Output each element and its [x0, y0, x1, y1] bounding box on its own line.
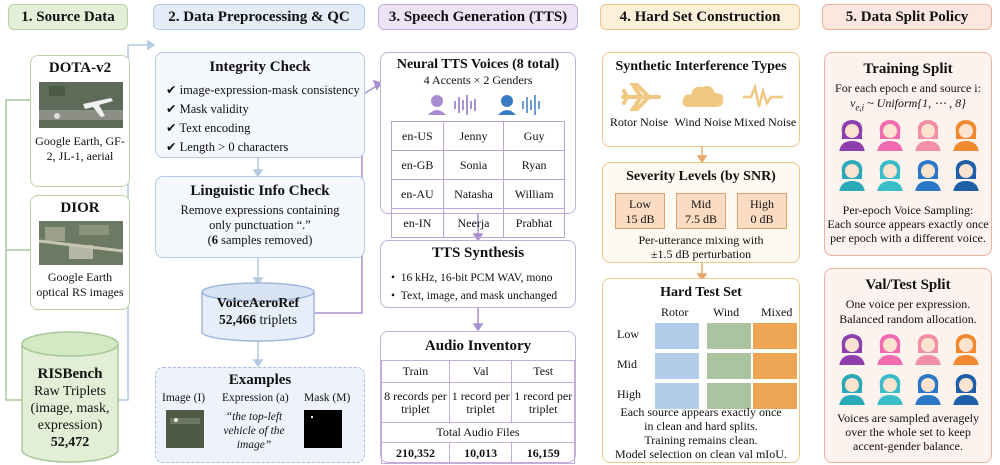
hard-col-rotor: Rotor [661, 305, 689, 319]
person-icon [875, 371, 903, 405]
hard-test-card [602, 278, 800, 463]
person-icon [913, 331, 941, 365]
person-icon [837, 157, 865, 191]
person-icon [951, 117, 979, 151]
airplane-icon [621, 83, 661, 111]
example-image-thumb [166, 410, 204, 448]
example-expr-label: Expression (a) [222, 392, 289, 404]
linguistic-title: Linguistic Info Check [190, 183, 330, 199]
integrity-check-card [155, 52, 365, 158]
voiceaeroref-title: VoiceAeroRef [216, 296, 300, 311]
voice-table [391, 121, 565, 238]
check-icon: ✔ [166, 83, 177, 97]
linguistic-line1: Remove expressions containing [180, 203, 340, 217]
tts-voices-card [380, 52, 576, 230]
severity-card [602, 162, 800, 263]
hard-row-mid: Mid [617, 357, 638, 371]
valtest-line1: One voice per expression. [845, 297, 971, 311]
person-icon [951, 371, 979, 405]
hard-cell [707, 353, 751, 379]
risbench-line2: (image, mask, [30, 401, 110, 416]
hard-cell [753, 323, 797, 349]
soundwave-icon [523, 95, 539, 115]
linguistic-removed: (6 samples removed) [207, 233, 313, 247]
dior-card [30, 195, 130, 310]
hard-row-high: High [617, 387, 641, 401]
audio-inventory-card [380, 331, 576, 463]
risbench-count: 52,472 [50, 435, 90, 450]
hard-col-wind: Wind [713, 305, 740, 319]
dior-title: DIOR [60, 200, 100, 216]
check-icon: ✔ [166, 121, 177, 135]
mixed-noise-label: Mixed Noise [733, 115, 797, 129]
training-note: Per-epoch Voice Sampling: Each source appears exactly once per epoch with a different voice. [827, 203, 989, 245]
voice-row: en-GB Sonia Ryan [392, 151, 565, 180]
tts-synthesis-card [380, 240, 576, 308]
female-voice-icon [428, 95, 446, 115]
training-line1: For each epoch e and source i: [835, 81, 981, 95]
severity-title: Severity Levels (by SNR) [626, 169, 776, 184]
noise-wave-icon [743, 83, 783, 111]
header-source-data: 1. Source Data [8, 4, 128, 30]
person-icon [913, 117, 941, 151]
interference-title: Synthetic Interference Types [615, 59, 787, 74]
header-hard-set: 4. Hard Set Construction [600, 4, 800, 30]
person-icon [913, 371, 941, 405]
valtest-title: Val/Test Split [865, 277, 951, 293]
person-icon [951, 331, 979, 365]
example-image-label: Image (I) [162, 392, 206, 404]
voiceaeroref-count: 52,466 triplets [219, 312, 297, 327]
valtest-note: Voices are sampled averagely over the whole set to keep accent-gender balance. [836, 411, 980, 453]
integrity-item: ✔ Text encoding [166, 121, 251, 135]
person-icon [837, 117, 865, 151]
tts-voices-subtitle: 4 Accents × 2 Genders [423, 73, 533, 87]
integrity-item: ✔ Length > 0 characters [166, 140, 289, 154]
hard-cell [655, 353, 699, 379]
cloud-icon [681, 83, 725, 111]
dota-aerial-image [39, 82, 123, 128]
valtest-split-card [824, 268, 992, 463]
tts-synthesis-title: TTS Synthesis [431, 245, 525, 261]
voice-row: en-AU Natasha William [392, 180, 565, 209]
examples-card [155, 367, 365, 463]
example-expression: “the top-left vehicle of the image” [223, 411, 285, 451]
integrity-list [166, 81, 360, 157]
header-speech-generation: 3. Speech Generation (TTS) [378, 4, 578, 30]
integrity-item: ✔ image-expression-mask consistency [166, 83, 360, 97]
risbench-title: RISBench [37, 366, 103, 382]
interference-card [602, 52, 800, 147]
wind-noise-label: Wind Noise [674, 115, 732, 129]
severity-low: Low 15 dB [615, 193, 665, 229]
linguistic-check-card [155, 176, 365, 258]
severity-note: Per-utterance mixing with ±1.5 dB perturbation [638, 233, 764, 261]
check-icon: ✔ [166, 102, 177, 116]
risbench-label [20, 366, 120, 451]
voiceaeroref-label [200, 296, 316, 328]
example-mask-thumb [304, 410, 342, 448]
voice-icons [395, 93, 565, 117]
training-formula: $v_{e,i}$ ~ Uniform{1, ⋯ , 8} [850, 96, 966, 113]
linguistic-line2: only punctuation “.” [209, 218, 311, 232]
inventory-table: Train Val Test 8 records per triplet 1 record per triplet 1 record per triplet Total Audio Files 210,352 10,013 16,159 [381, 360, 575, 464]
voice-row: en-IN Neerja Prabhat [392, 209, 565, 238]
male-voice-icon [498, 95, 516, 115]
dota-desc: Google Earth, GF-2, JL-1, aerial [35, 134, 125, 163]
check-icon: ✔ [166, 140, 177, 154]
person-icon [951, 157, 979, 191]
examples-title: Examples [228, 372, 292, 388]
person-icon [837, 371, 865, 405]
hard-test-note: Each source appears exactly once in clean and hard splits. Training remains clean. Model selection on clean val mIoU. [615, 405, 787, 461]
hard-test-title: Hard Test Set [660, 285, 742, 300]
risbench-line1: Raw Triplets [34, 384, 106, 399]
person-icon [875, 117, 903, 151]
soundwave-icon [455, 95, 475, 115]
tts-voices-title: Neural TTS Voices (8 total) [396, 57, 560, 72]
training-title: Training Split [863, 61, 953, 77]
dior-aerial-image [39, 221, 123, 265]
rotor-noise-label: Rotor Noise [609, 115, 669, 129]
person-icon [875, 157, 903, 191]
header-preprocessing: 2. Data Preprocessing & QC [153, 4, 365, 30]
audio-inventory-title: Audio Inventory [424, 338, 532, 354]
header-data-split: 5. Data Split Policy [822, 4, 992, 30]
hard-cell [707, 323, 751, 349]
hard-cell [753, 353, 797, 379]
training-split-card [824, 52, 992, 256]
dota-title: DOTA-v2 [48, 60, 112, 76]
integrity-item: ✔ Mask validity [166, 102, 249, 116]
valtest-line2: Balanced random allocation. [839, 312, 977, 326]
hard-row-low: Low [617, 327, 639, 341]
severity-mid: Mid 7.5 dB [676, 193, 726, 229]
risbench-line3: expression) [37, 418, 103, 433]
example-mask-label: Mask (M) [304, 392, 351, 404]
person-icon [875, 331, 903, 365]
tts-synthesis-list: • 16 kHz, 16-bit PCM WAV, mono • Text, image, and mask unchanged [391, 272, 558, 302]
dota-card [30, 55, 130, 187]
person-icon [913, 157, 941, 191]
severity-high: High 0 dB [737, 193, 787, 229]
hard-col-mixed: Mixed [761, 305, 793, 319]
hard-cell [655, 323, 699, 349]
person-icon [837, 331, 865, 365]
voice-row: en-US Jenny Guy [392, 122, 565, 151]
dior-desc: Google Earth optical RS images [36, 270, 124, 299]
integrity-title: Integrity Check [209, 59, 311, 75]
